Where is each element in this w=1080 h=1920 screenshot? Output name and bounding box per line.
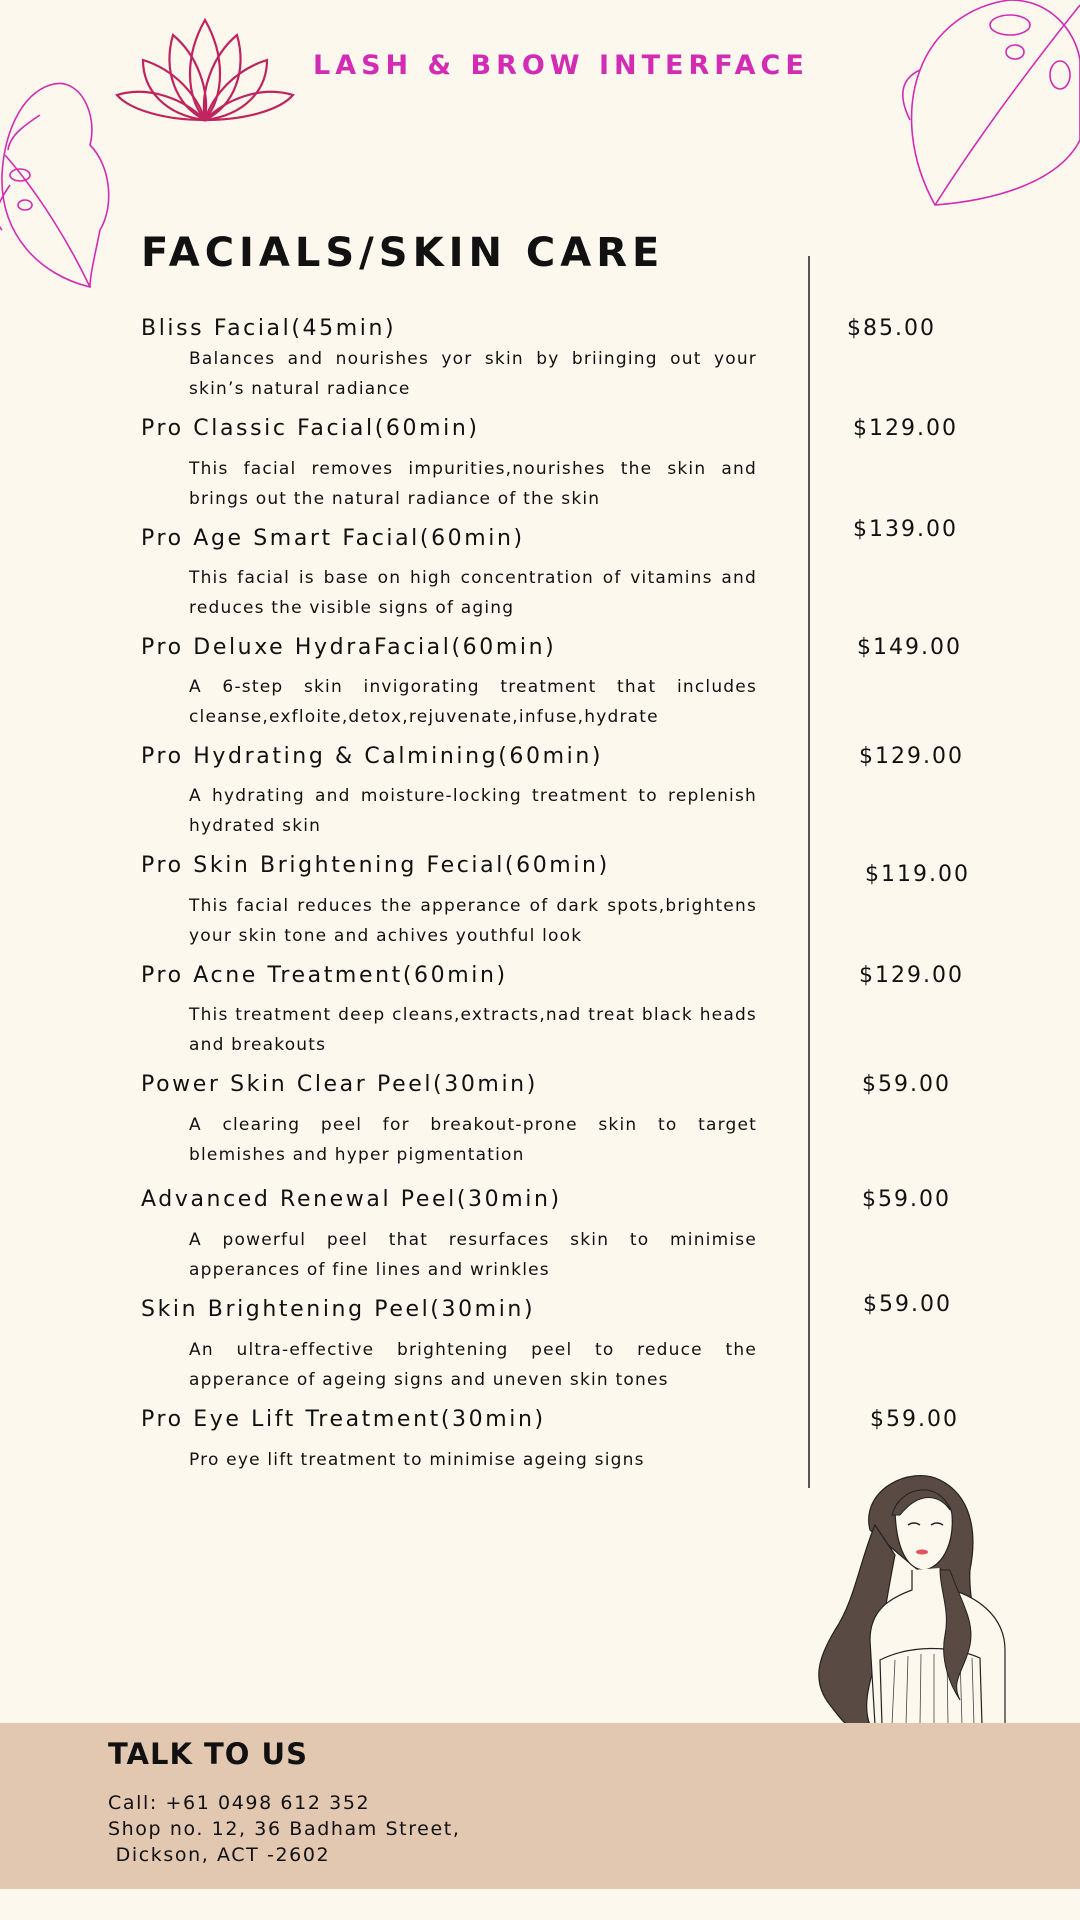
item-price: $129.00 <box>859 744 964 769</box>
item-name: Pro Eye Lift Treatment(30min) <box>141 1407 546 1432</box>
item-name: Pro Acne Treatment(60min) <box>141 963 508 988</box>
item-price: $59.00 <box>862 1072 951 1097</box>
contact-footer <box>0 1723 1080 1889</box>
brand-name: LASH & BROW INTERFACE <box>313 50 809 81</box>
item-price: $129.00 <box>853 416 958 441</box>
lotus-logo-icon <box>115 15 295 125</box>
item-description: Balances and nourishes yor skin by briinging out your skin’s natural radiance <box>189 349 757 399</box>
item-name: Power Skin Clear Peel(30min) <box>141 1072 538 1097</box>
item-name: Pro Deluxe HydraFacial(60min) <box>141 635 557 660</box>
item-description: A clearing peel for breakout-prone skin to target blemishes and hyper pigmentation <box>189 1115 757 1165</box>
item-price: $59.00 <box>863 1292 952 1317</box>
item-price: $119.00 <box>865 862 970 887</box>
monstera-leaf-icon <box>890 0 1080 215</box>
item-price: $59.00 <box>862 1187 951 1212</box>
item-name: Advanced Renewal Peel(30min) <box>141 1187 562 1212</box>
item-description: This facial reduces the apperance of dark spots,brightens your skin tone and achives youthful look <box>189 896 757 946</box>
item-description: This facial is base on high concentration of vitamins and reduces the visible signs of aging <box>189 568 757 618</box>
item-description: Pro eye lift treatment to minimise ageing signs <box>189 1450 645 1470</box>
item-description: A powerful peel that resurfaces skin to minimise apperances of fine lines and wrinkles <box>189 1230 757 1280</box>
item-price: $149.00 <box>857 635 962 660</box>
item-name: Pro Classic Facial(60min) <box>141 416 480 441</box>
item-description: This treatment deep cleans,extracts,nad treat black heads and breakouts <box>189 1005 757 1055</box>
footer-title: TALK TO US <box>108 1737 308 1771</box>
footer-phone: Call: +61 0498 612 352 <box>108 1792 371 1814</box>
item-description: A hydrating and moisture-locking treatment to replenish hydrated skin <box>189 786 757 836</box>
item-name: Pro Hydrating & Calmining(60min) <box>141 744 604 769</box>
item-name: Pro Age Smart Facial(60min) <box>141 526 525 551</box>
item-name: Pro Skin Brightening Fecial(60min) <box>141 853 610 878</box>
section-title: FACIALS/SKIN CARE <box>141 230 665 276</box>
column-divider <box>808 256 810 1488</box>
item-name: Skin Brightening Peel(30min) <box>141 1297 536 1322</box>
monstera-leaf-icon <box>0 55 120 295</box>
item-price: $139.00 <box>853 517 958 542</box>
item-price: $129.00 <box>859 963 964 988</box>
footer-address-line2: Dickson, ACT -2602 <box>108 1844 331 1866</box>
item-name: Bliss Facial(45min) <box>141 316 397 341</box>
item-price: $59.00 <box>870 1407 959 1432</box>
item-description: A 6-step skin invigorating treatment that includes cleanse,exfloite,detox,rejuvenate,infuse,hydrate <box>189 677 757 727</box>
footer-address-line1: Shop no. 12, 36 Badham Street, <box>108 1818 461 1840</box>
woman-illustration-icon <box>800 1470 1020 1725</box>
item-description: This facial removes impurities,nourishes the skin and brings out the natural radiance of the skin <box>189 459 757 509</box>
item-price: $85.00 <box>847 316 936 341</box>
item-description: An ultra-effective brightening peel to reduce the apperance of ageing signs and uneven skin tones <box>189 1340 757 1390</box>
